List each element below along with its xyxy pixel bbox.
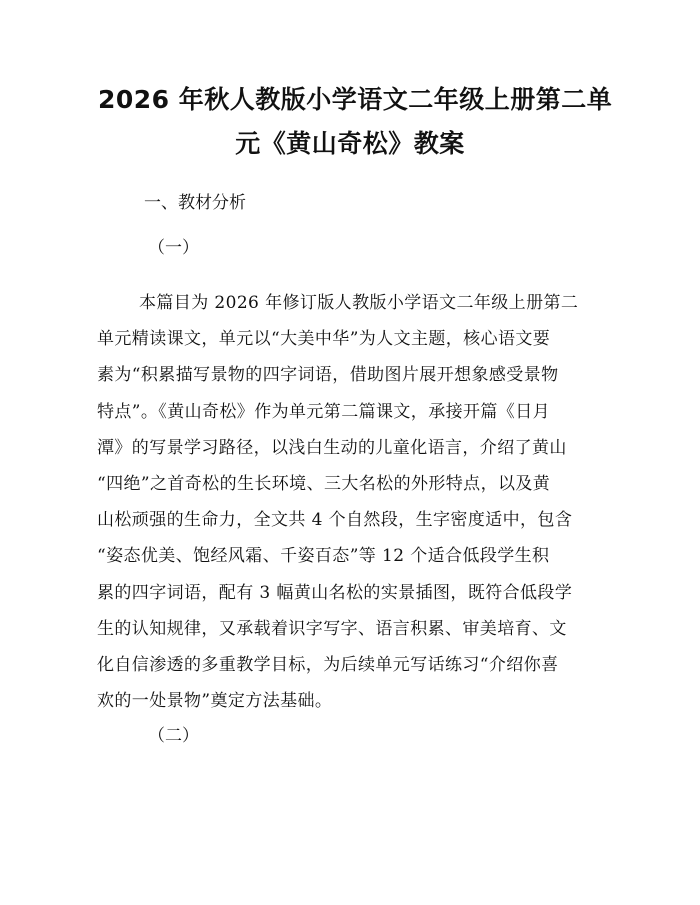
paragraph-line: 本篇目为 2026 年修订版人教版小学语文二年级上册第二 — [139, 293, 579, 313]
paragraph-line: “四绝”之首奇松的生长环境、三大名松的外形特点，以及黄 — [97, 473, 551, 494]
paragraph-line: 欢的一处景物”奠定方法基础。 — [97, 691, 333, 712]
paragraph-line: “姿态优美、饱经风霜、千姿百态”等 12 个适合低段学生积 — [97, 546, 550, 567]
title-line-1: 2026 年秋人教版小学语文二年级上册第二单 — [98, 85, 613, 114]
body-paragraph — [97, 285, 617, 719]
section-heading-teaching-material-analysis: 一、教材分析 — [144, 193, 246, 213]
paragraph-line: 生的认知规律，又承载着识字写字、语言积累、审美培育、文 — [97, 618, 567, 639]
paragraph-line: 累的四字词语，配有 3 幅黄山名松的实景插图，既符合低段学 — [97, 582, 573, 603]
paragraph-line: 化自信渗透的多重教学目标，为后续单元写话练习“介绍你喜 — [97, 654, 559, 675]
paragraph-line: 潭》的写景学习路径，以浅白生动的儿童化语言，介绍了黄山 — [97, 437, 567, 458]
document-title — [98, 78, 613, 166]
paragraph-line: 素为“积累描写景物的四字词语，借助图片展开想象感受景物 — [97, 365, 559, 386]
paragraph-line: 单元精读课文，单元以“大美中华”为人文主题，核心语文要 — [97, 329, 551, 350]
sub-heading-two: （二） — [148, 726, 199, 746]
paragraph-line: 山松顽强的生命力，全文共 4 个自然段，生字密度适中，包含 — [97, 510, 573, 531]
paragraph-line: 特点”。《黄山奇松》作为单元第二篇课文，承接开篇《日月 — [97, 401, 550, 422]
sub-heading-one: （一） — [148, 238, 199, 258]
title-line-2: 元《黄山奇松》教案 — [235, 129, 465, 158]
